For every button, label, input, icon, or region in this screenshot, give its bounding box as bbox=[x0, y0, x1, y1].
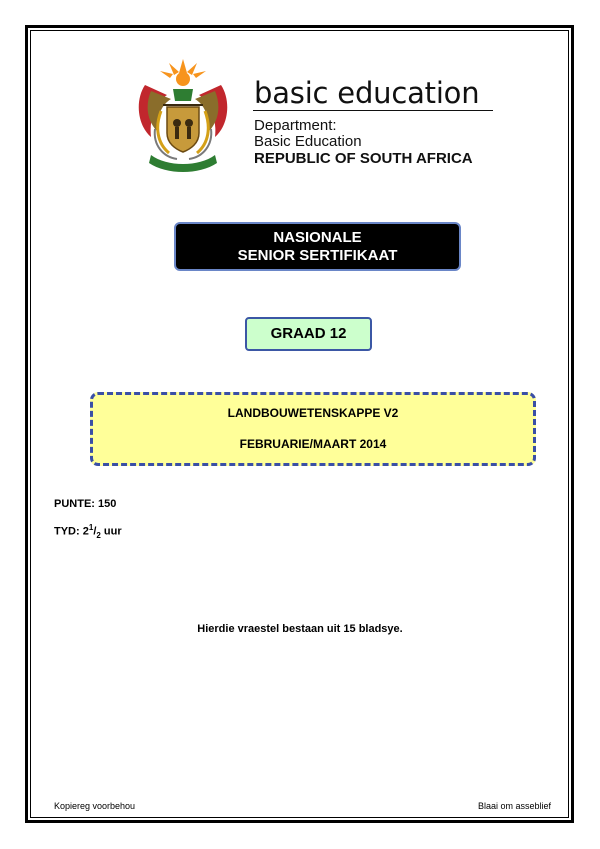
department-name: Basic Education bbox=[254, 133, 362, 150]
coat-of-arms-icon bbox=[133, 55, 233, 175]
marks-line bbox=[54, 498, 116, 510]
brand-rule bbox=[253, 110, 493, 111]
marks-value: 150 bbox=[98, 498, 117, 510]
time-fraction-denominator: 2 bbox=[96, 530, 101, 540]
subject-name: LANDBOUWETENSKAPPE V2 bbox=[227, 406, 399, 420]
marks-label: PUNTE: bbox=[54, 498, 95, 510]
subject-box bbox=[90, 392, 536, 466]
certificate-line1: NASIONALE bbox=[273, 228, 362, 246]
exam-session: FEBRUARIE/MAART 2014 bbox=[239, 437, 387, 451]
footer-turn-over: Blaai om asseblief bbox=[477, 801, 551, 811]
time-line: TYD: $2^1/_2$ uur bbox=[54, 523, 122, 540]
certificate-box bbox=[174, 222, 461, 271]
country-name: REPUBLIC OF SOUTH AFRICA bbox=[254, 150, 473, 167]
footer-copyright: Kopiereg voorbehou bbox=[54, 801, 136, 811]
certificate-line2: SENIOR SERTIFIKAAT bbox=[237, 246, 398, 264]
page-count-note: Hierdie vraestel bestaan uit 15 bladsye. bbox=[197, 623, 403, 635]
time-whole: 2 bbox=[82, 525, 89, 538]
time-fraction-numerator: 1 bbox=[88, 523, 94, 532]
department-label: Department: bbox=[254, 117, 337, 134]
time-unit: uur bbox=[103, 525, 122, 538]
time-label: TYD: bbox=[54, 525, 80, 538]
brand-title: basic education bbox=[254, 76, 480, 110]
grade-box: GRAAD 12 bbox=[245, 317, 372, 351]
